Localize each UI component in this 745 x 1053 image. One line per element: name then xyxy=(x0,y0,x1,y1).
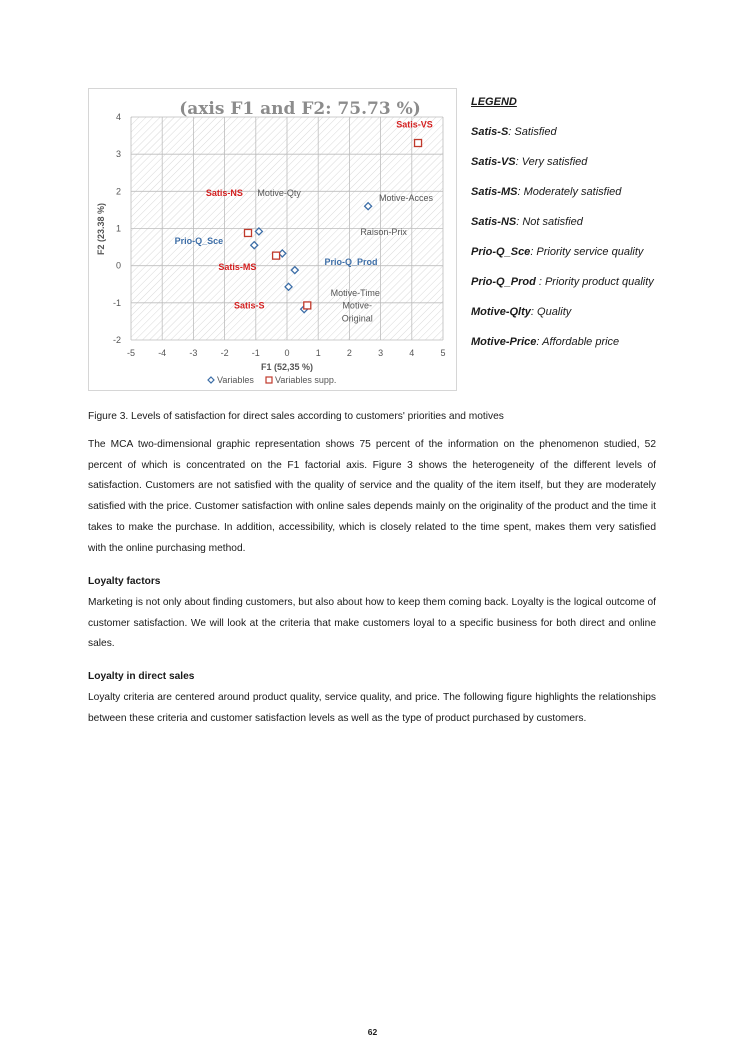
point-label: Prio-Q_Prod xyxy=(324,256,378,267)
point-supplementary-satis-ns xyxy=(245,229,252,236)
legend-item xyxy=(471,183,671,201)
legend-marker-variables-supp xyxy=(266,377,272,383)
point-label: Motive-Time xyxy=(330,288,380,299)
y-tick-label: -2 xyxy=(112,335,121,345)
heading-loyalty-factors: Loyalty factors xyxy=(88,576,161,587)
x-tick-label: -5 xyxy=(126,348,136,358)
legend-term: Motive-Price xyxy=(471,336,537,348)
scatter-plot xyxy=(89,89,458,392)
x-tick-label: 5 xyxy=(440,348,446,358)
point-supplementary-satis-s xyxy=(304,302,311,309)
legend-item xyxy=(471,153,671,171)
legend-description: : Affordable price xyxy=(536,336,620,348)
legend-term: Satis-S xyxy=(471,126,509,138)
paragraph-mca: The MCA two-dimensional graphic representation shows 75 percent of the information on the phenomenon studied, 52 percent of which is concentrated on the F1 factorial axis. Figure 3 shows the heterogeneity of the different levels of satisfaction. Customers are not satisfied with the quality of service and the quality of the item itself, but they are moderately satisfied with the price. Customer satisfaction with online sales depends mainly on the originality of the product and the time it takes to make the purchase. In addition, accessibility, which is closely related to the time spent, makes them very satisfied with the online purchasing method. xyxy=(88,439,656,554)
legend-description: : Quality xyxy=(530,306,572,318)
point-label: Satis-S xyxy=(233,300,265,311)
legend-term: Prio-Q_Prod xyxy=(471,276,536,288)
x-tick-label: -1 xyxy=(251,348,260,358)
point-label: Satis-NS xyxy=(205,187,243,198)
legend-description: : Satisfied xyxy=(508,126,557,138)
x-axis-label: F1 (52,35 %) xyxy=(260,362,314,372)
chart-title: (axis F1 and F2: 75.73 %) xyxy=(179,99,421,119)
legend-term: Satis-VS xyxy=(471,156,516,168)
legend-term: Motive-Qlty xyxy=(471,306,531,318)
paragraph-loyalty: Marketing is not only about finding customers, but also about how to keep them coming back. Loyalty is the logical outcome of customer satisfaction. We will look at the criteria that make customers loyal to a specific business for both direct and online sales. xyxy=(88,597,656,650)
x-tick-label: -4 xyxy=(158,348,167,358)
x-tick-label: 4 xyxy=(409,348,415,358)
legend-title: LEGEND xyxy=(471,96,517,108)
point-label: Satis-MS xyxy=(218,262,257,273)
legend-description: : Not satisfied xyxy=(516,216,583,228)
figure-caption: Figure 3. Levels of satisfaction for direct sales according to customers' priorities and motives xyxy=(88,411,504,422)
point-label: Motive-Acces xyxy=(379,192,434,203)
point-label: Satis-VS xyxy=(396,119,433,130)
y-tick-label: 4 xyxy=(115,112,121,122)
legend-description: : Priority service quality xyxy=(530,246,644,258)
heading-loyalty-direct-sales: Loyalty in direct sales xyxy=(88,671,195,682)
paragraph-loyalty-criteria: Loyalty criteria are centered around product quality, service quality, and price. The following figure highlights the relationships between these criteria and customer satisfaction levels as well as the type of product purchased by customers. xyxy=(88,692,656,724)
y-axis-label: F2 (23.38 %) xyxy=(96,202,106,256)
legend-item xyxy=(471,273,671,291)
y-tick-label: 2 xyxy=(115,186,121,197)
x-tick-label: 2 xyxy=(346,348,352,358)
y-tick-label: 3 xyxy=(115,149,121,160)
x-tick-label: -2 xyxy=(220,348,229,358)
legend-description: : Moderately satisfied xyxy=(517,186,622,198)
legend-item xyxy=(471,213,671,231)
legend-term: Satis-MS xyxy=(471,186,518,198)
y-tick-label: -1 xyxy=(112,297,121,308)
point-label: Motive-Qty xyxy=(257,187,301,198)
legend-item xyxy=(471,303,671,321)
y-tick-label: 1 xyxy=(115,223,121,234)
legend-label-variables-supp: Variables supp. xyxy=(275,375,337,385)
legend-items xyxy=(471,123,671,351)
point-label: Raison-Prix xyxy=(360,226,407,237)
point-label: Prio-Q_Sce xyxy=(174,236,224,247)
point-label: Motive- xyxy=(342,300,372,311)
legend-marker-variables xyxy=(208,377,214,383)
legend-item xyxy=(471,243,671,261)
x-tick-label: 3 xyxy=(378,348,384,358)
x-tick-label: 1 xyxy=(315,348,321,358)
point-supplementary-satis-ms xyxy=(273,252,280,259)
legend-description: : Priority product quality xyxy=(535,276,654,288)
point-supplementary-satis-vs xyxy=(415,140,422,147)
page-number: 62 xyxy=(367,1027,378,1037)
figure-chart xyxy=(88,88,457,391)
y-tick-label: 0 xyxy=(115,260,121,271)
legend-term: Satis-NS xyxy=(471,216,517,228)
x-tick-label: -3 xyxy=(189,348,198,358)
legend-label-variables: Variables xyxy=(217,375,254,385)
legend-panel xyxy=(471,93,671,359)
legend-description: : Very satisfied xyxy=(515,156,588,168)
x-tick-label: 0 xyxy=(284,348,290,358)
legend-item xyxy=(471,123,671,141)
legend-term: Prio-Q_Sce xyxy=(471,246,531,258)
legend-item xyxy=(471,333,671,351)
point-label: Original xyxy=(341,313,373,324)
